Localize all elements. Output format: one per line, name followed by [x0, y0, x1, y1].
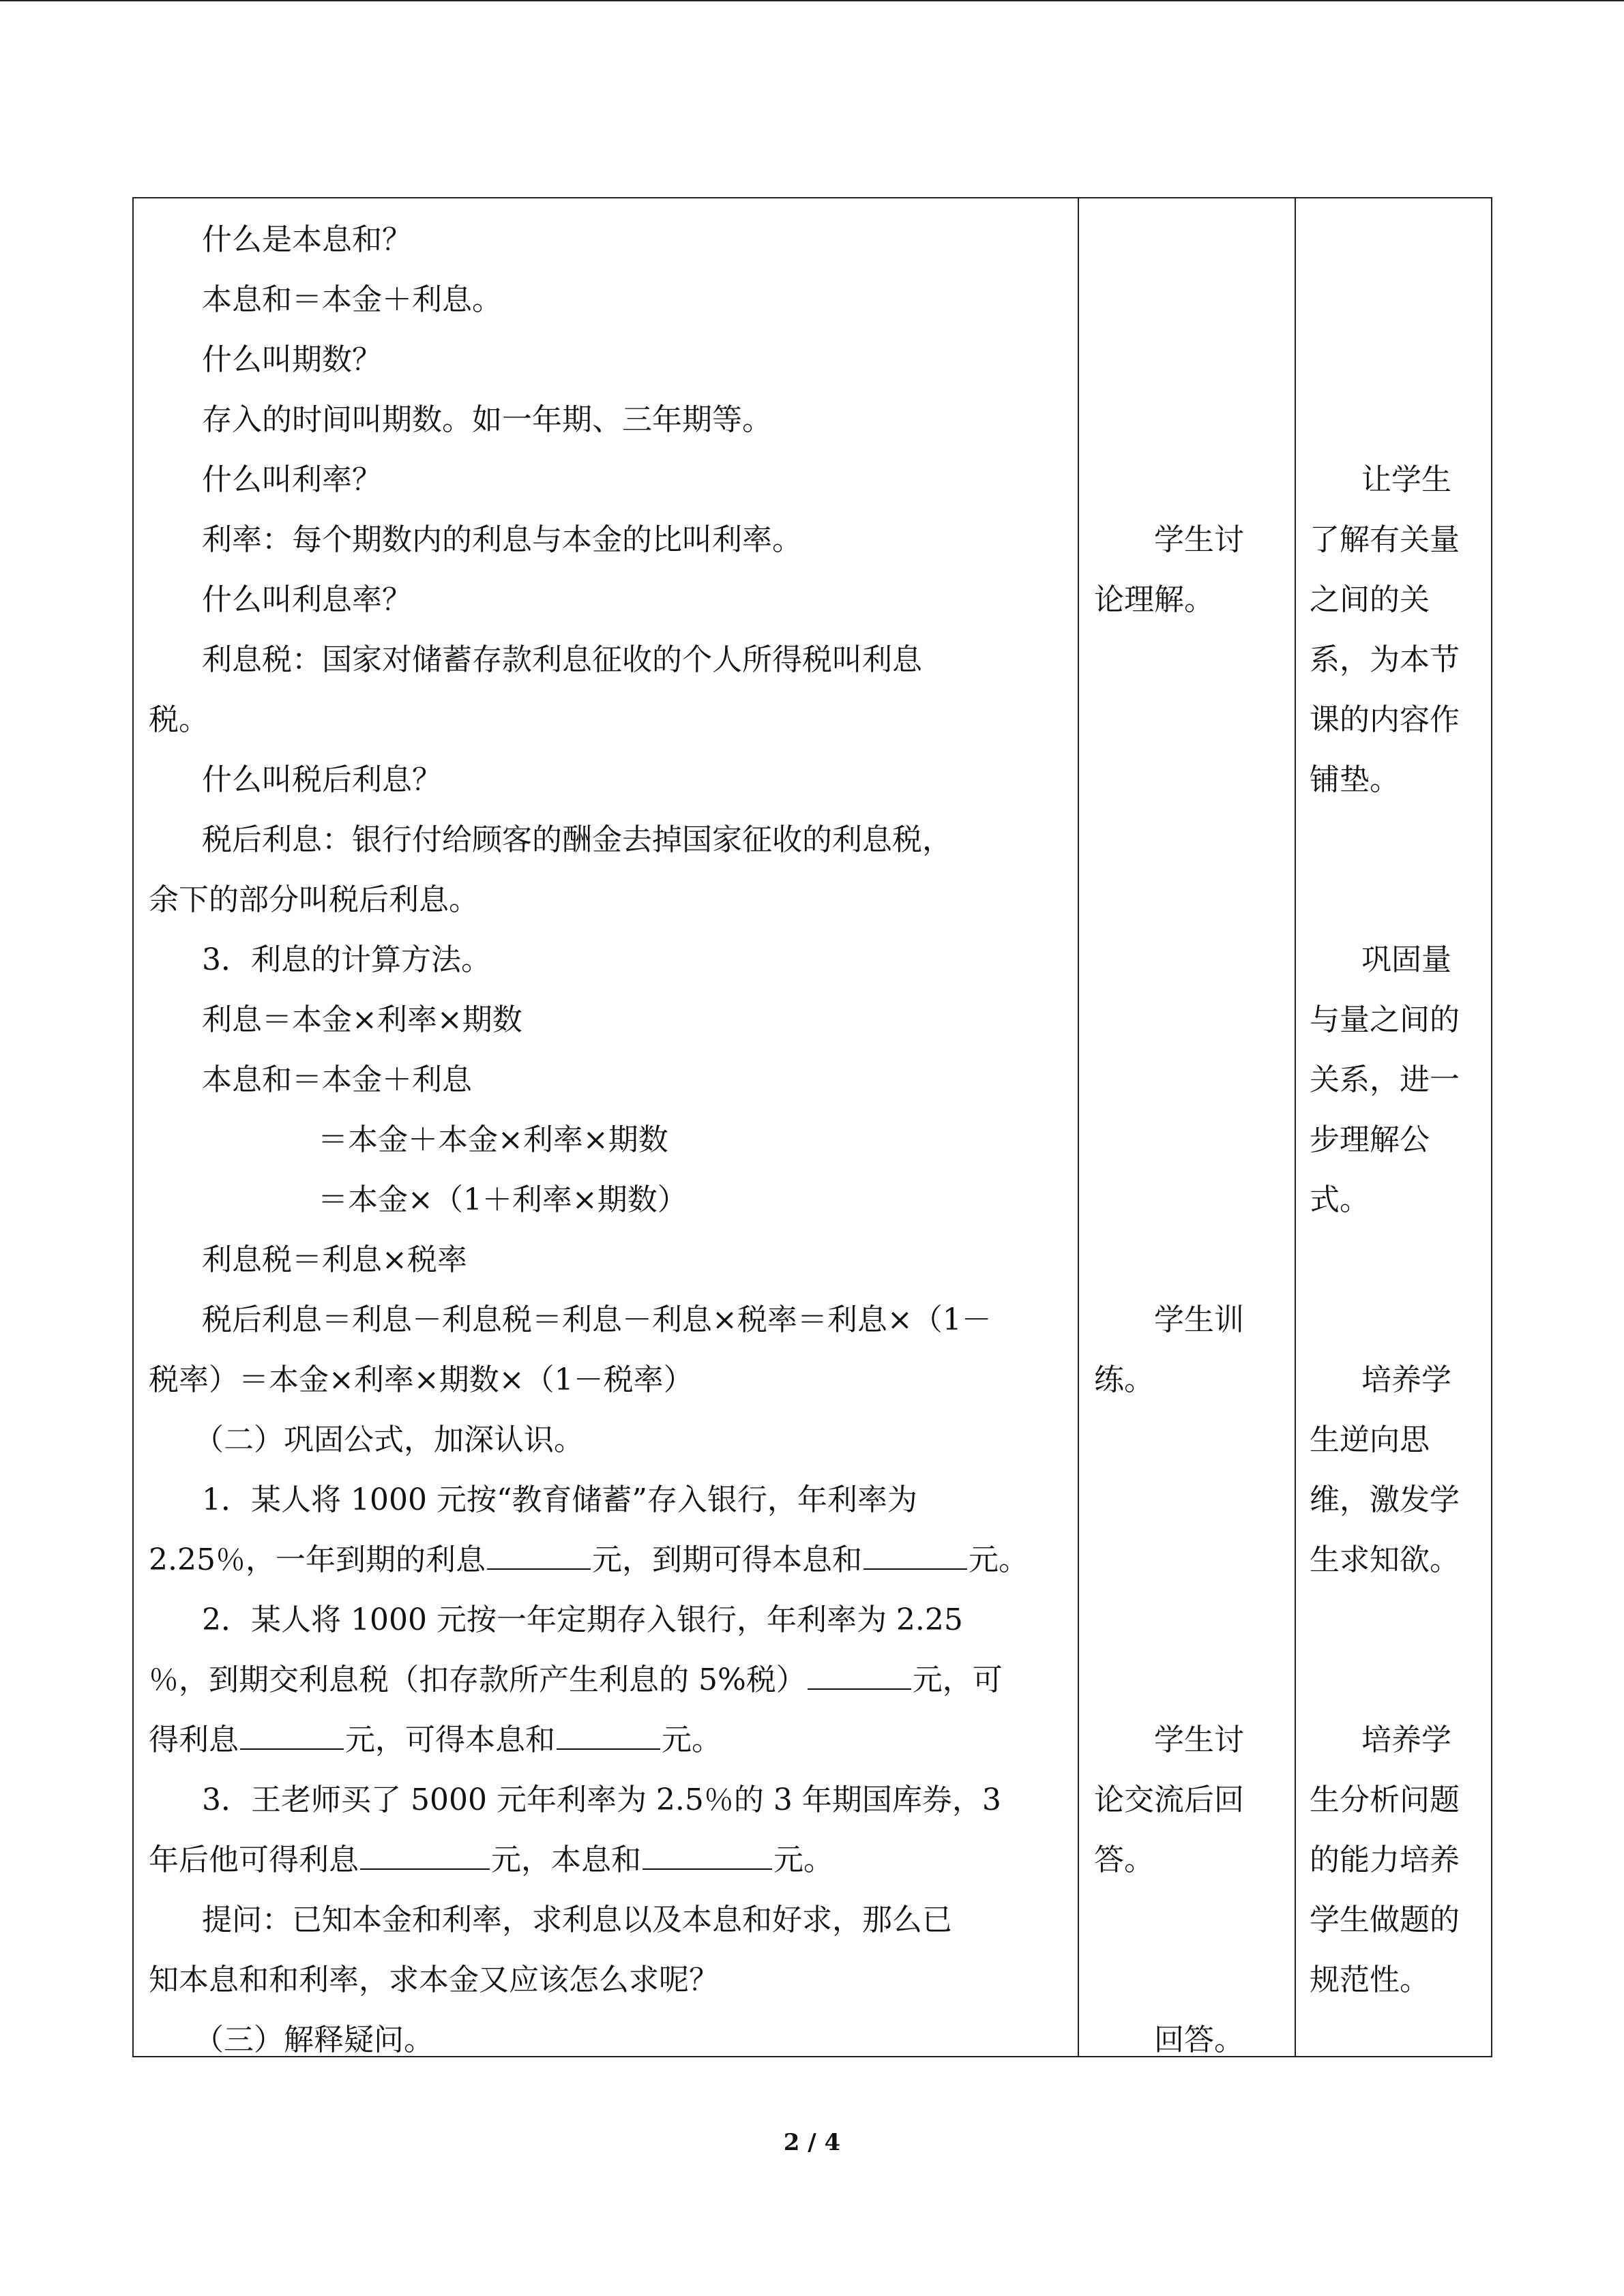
- design-intent-column: [1296, 198, 1491, 2056]
- fill-blank[interactable]: [643, 1838, 772, 1870]
- text-span: 元，本息和: [491, 1843, 641, 1877]
- text-span: ％，到期交利息税（扣存款所产生利息的 5%税）: [149, 1663, 806, 1697]
- text-line: 存入的时间叫期数。如一年期、三年期等。: [202, 402, 772, 437]
- section-heading: （三）解释疑问。: [194, 2023, 434, 2057]
- text-span: 年后他可得利息: [149, 1843, 359, 1877]
- fill-blank[interactable]: [863, 1538, 967, 1570]
- text-line: 课的内容作: [1310, 702, 1460, 737]
- text-line: 学生训: [1154, 1302, 1244, 1337]
- text-line: 2．某人将 1000 元按一年定期存入银行，年利率为 2.25: [202, 1602, 963, 1637]
- text-line: 提问：已知本金和利率，求利息以及本息和好求，那么已: [202, 1903, 952, 1937]
- text-line: ＝本金×（1＋利率×期数）: [318, 1182, 688, 1217]
- text-line: 余下的部分叫税后利息。: [149, 882, 479, 917]
- text-line: 利率：每个期数内的利息与本金的比叫利率。: [202, 522, 802, 557]
- text-line: 利息税＝利息×税率: [202, 1242, 467, 1277]
- fill-blank[interactable]: [240, 1718, 344, 1750]
- text-line: 培养学: [1361, 1362, 1451, 1397]
- student-activity-column: [1079, 198, 1295, 2056]
- text-line: 巩固量: [1361, 942, 1451, 977]
- text-line: 什么叫税后利息？: [202, 762, 442, 797]
- text-line: 回答。: [1154, 2023, 1244, 2057]
- text-line: 什么是本息和？: [202, 222, 412, 257]
- text-line: [134, 1830, 1078, 1890]
- top-border: [0, 0, 1624, 1]
- text-line: [134, 1650, 1078, 1710]
- text-line: 生逆向思: [1310, 1422, 1430, 1457]
- text-line: 税后利息＝利息－利息税＝利息－利息×税率＝利息×（1－: [202, 1302, 992, 1337]
- text-line: 培养学: [1361, 1723, 1451, 1757]
- fill-blank[interactable]: [360, 1838, 490, 1870]
- text-line: 规范性。: [1310, 1963, 1430, 1997]
- text-line: 3．利息的计算方法。: [202, 942, 491, 977]
- lesson-table: [132, 197, 1492, 2057]
- text-line: 税率）＝本金×利率×期数×（1－税率）: [149, 1362, 694, 1397]
- page-number: 2 / 4: [783, 2129, 841, 2156]
- text-line: 利息税：国家对储蓄存款利息征收的个人所得税叫利息: [202, 642, 922, 677]
- text-line: 系，为本节: [1310, 642, 1460, 677]
- text-line: ＝本金＋本金×利率×期数: [318, 1122, 668, 1157]
- text-line: 练。: [1094, 1362, 1154, 1397]
- text-line: 税后利息：银行付给顾客的酬金去掉国家征收的利息税，: [202, 822, 952, 857]
- text-line: 本息和＝本金＋利息。: [202, 282, 502, 317]
- text-span: 2.25％，一年到期的利息: [149, 1542, 486, 1577]
- text-line: 的能力培养: [1310, 1843, 1460, 1877]
- text-line: 本息和＝本金＋利息: [202, 1062, 472, 1097]
- text-line: 生分析问题: [1310, 1783, 1460, 1817]
- fill-blank[interactable]: [557, 1718, 660, 1750]
- text-span: 元，可得本息和: [345, 1723, 555, 1757]
- text-line: 之间的关: [1310, 582, 1430, 617]
- text-line: 学生做题的: [1310, 1903, 1460, 1937]
- text-line: 什么叫期数？: [202, 342, 382, 377]
- text-line: 铺垫。: [1310, 762, 1400, 797]
- text-line: 关系，进一: [1310, 1062, 1460, 1097]
- text-line: 什么叫利率？: [202, 462, 382, 497]
- text-line: 答。: [1094, 1843, 1154, 1877]
- text-line: 学生讨: [1154, 1723, 1244, 1757]
- text-line: [134, 1530, 1078, 1590]
- text-line: 生求知欲。: [1310, 1542, 1460, 1577]
- text-line: 了解有关量: [1310, 522, 1460, 557]
- text-line: 步理解公: [1310, 1122, 1430, 1157]
- text-line: 利息＝本金×利率×期数: [202, 1002, 522, 1037]
- text-line: 式。: [1310, 1182, 1370, 1217]
- text-line: 论理解。: [1094, 582, 1214, 617]
- text-line: 什么叫利息率？: [202, 582, 412, 617]
- text-line: 让学生: [1361, 462, 1451, 497]
- text-line: 与量之间的: [1310, 1002, 1460, 1037]
- text-line: 税。: [149, 702, 209, 737]
- text-line: 3．王老师买了 5000 元年利率为 2.5％的 3 年期国库券，3: [202, 1783, 1001, 1817]
- text-span: 得利息: [149, 1723, 239, 1757]
- fill-blank[interactable]: [487, 1538, 591, 1570]
- text-span: 元。: [773, 1843, 833, 1877]
- section-heading: （二）巩固公式，加深认识。: [194, 1422, 584, 1457]
- teaching-content-column: [134, 198, 1078, 2056]
- text-span: 元，到期可得本息和: [591, 1542, 862, 1577]
- text-line: 1．某人将 1000 元按“教育储蓄”存入银行，年利率为: [202, 1482, 917, 1517]
- text-line: 学生讨: [1154, 522, 1244, 557]
- text-line: 知本息和和利率，求本金又应该怎么求呢？: [149, 1963, 719, 1997]
- text-line: [134, 1710, 1078, 1770]
- text-span: 元，可: [912, 1663, 1003, 1697]
- text-line: 维，激发学: [1310, 1482, 1460, 1517]
- fill-blank[interactable]: [808, 1658, 911, 1690]
- text-span: 元。: [968, 1542, 1029, 1577]
- text-span: 元。: [662, 1723, 722, 1757]
- text-line: 论交流后回: [1094, 1783, 1244, 1817]
